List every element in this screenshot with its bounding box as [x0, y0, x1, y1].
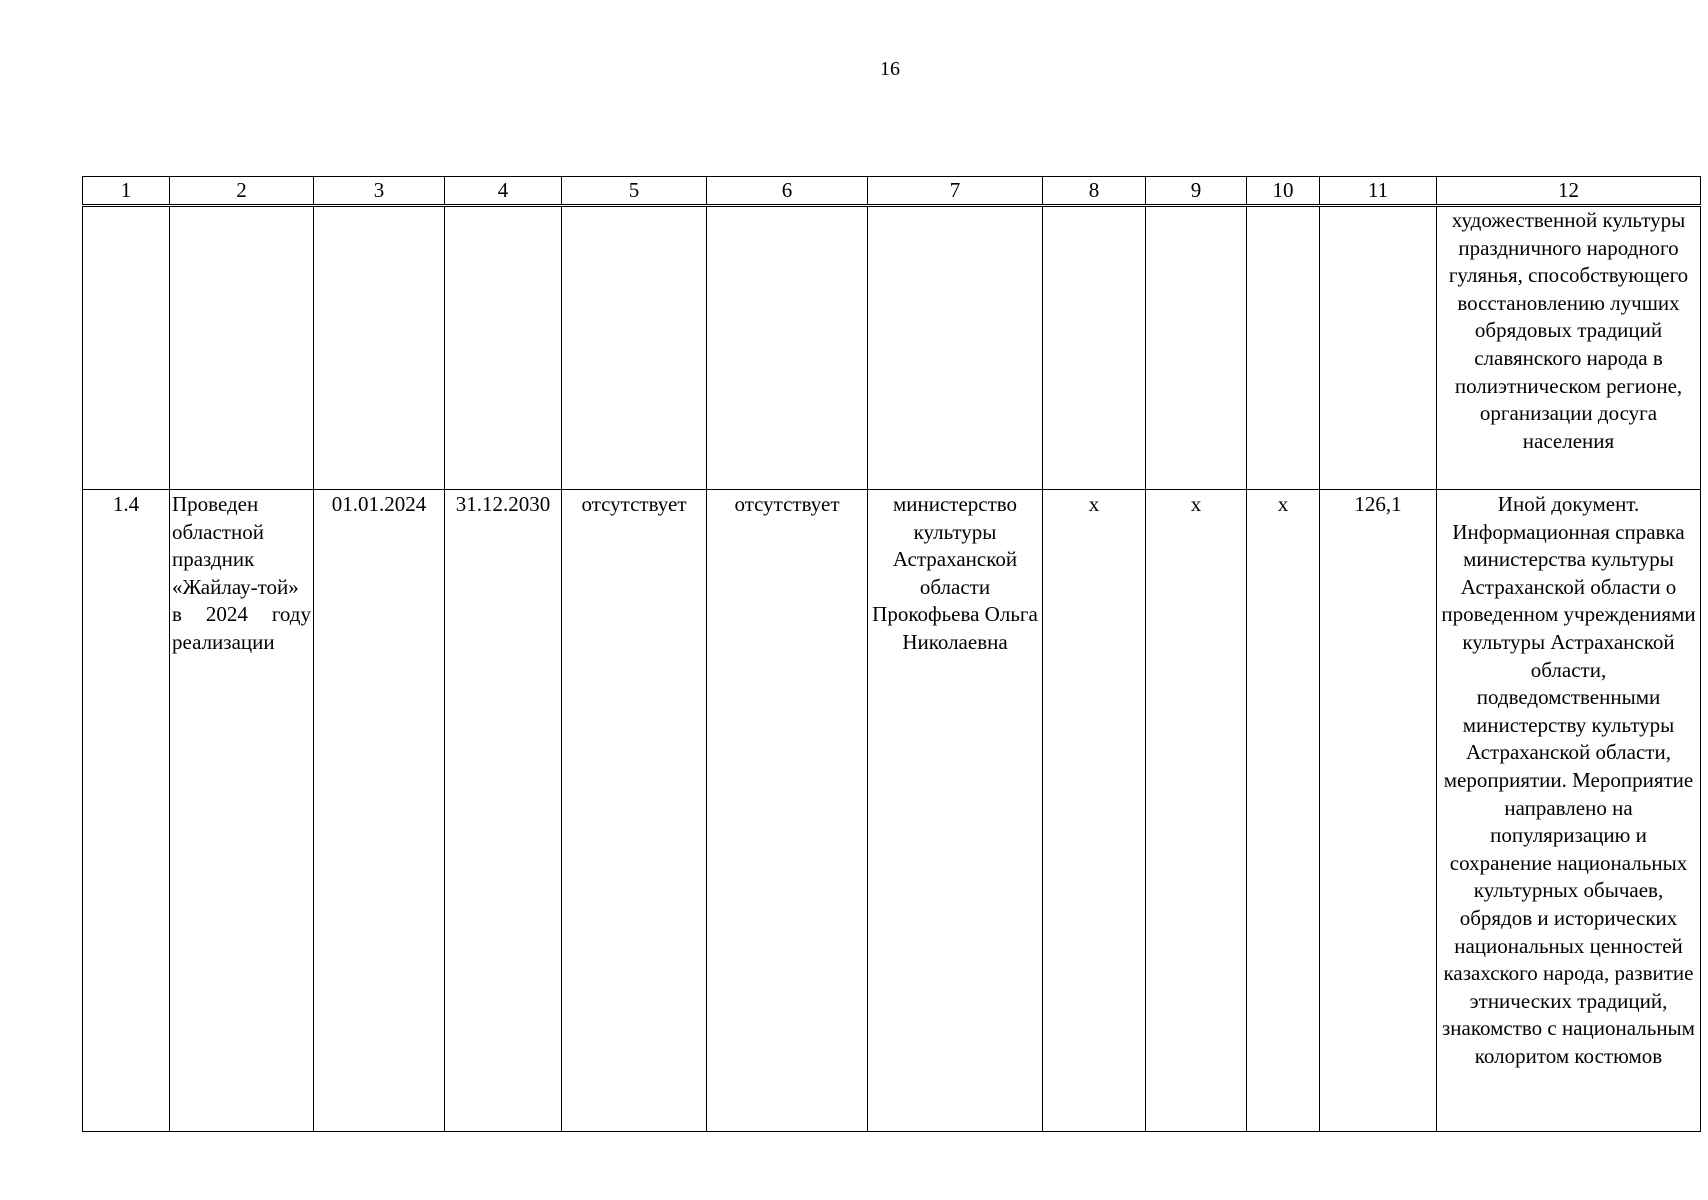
data-table	[82, 176, 1701, 1132]
table-cell	[1247, 206, 1320, 490]
column-header: 11	[1320, 177, 1437, 206]
result-description-cell: художественной культуры праздничного народного гулянья, способствующего восстановлению лучших обрядовых традиций славянского народа в полиэтническом регионе, организации досуга населения	[1437, 206, 1701, 490]
column-header: 6	[707, 177, 868, 206]
row-number-cell: 1.4	[83, 490, 170, 1132]
table-cell	[445, 206, 562, 490]
header-row	[83, 177, 1701, 206]
column-header: 4	[445, 177, 562, 206]
column-9-cell: х	[1146, 490, 1247, 1132]
table-cell	[1146, 206, 1247, 490]
column-6-cell: отсутствует	[707, 490, 868, 1132]
column-header: 10	[1247, 177, 1320, 206]
table-cell	[1320, 206, 1437, 490]
start-date-cell: 01.01.2024	[314, 490, 445, 1132]
table-cell	[707, 206, 868, 490]
table-row-1-4	[83, 490, 1701, 1132]
column-header: 3	[314, 177, 445, 206]
amount-cell: 126,1	[1320, 490, 1437, 1132]
table-cell	[314, 206, 445, 490]
column-8-cell: х	[1043, 490, 1146, 1132]
column-header: 12	[1437, 177, 1701, 206]
column-10-cell: х	[1247, 490, 1320, 1132]
end-date-cell: 31.12.2030	[445, 490, 562, 1132]
table-cell	[170, 206, 314, 490]
result-description-cell: Иной документ. Информационная справка министерства культуры Астраханской области о проведенном учреждениями культуры Астраханской области, подведомственными министерству культуры Астраханской области, мероприятии. Мероприятие направлено на популяризацию и сохранение национальных культурных обычаев, обрядов и исторических национальных ценностей казахского народа, развитие этнических традиций, знакомство с национальным колоритом костюмов	[1437, 490, 1701, 1132]
table-cell	[1043, 206, 1146, 490]
column-header: 9	[1146, 177, 1247, 206]
table-row-continued	[83, 206, 1701, 490]
column-header: 5	[562, 177, 707, 206]
event-name-cell: Проведен областной праздник «Жайлау-той» в 2024 году реализации	[170, 490, 314, 1132]
responsible-cell: министерство культуры Астраханской области Прокофьева Ольга Николаевна	[868, 490, 1043, 1132]
column-header: 2	[170, 177, 314, 206]
table-cell	[83, 206, 170, 490]
column-header: 8	[1043, 177, 1146, 206]
page-number: 16	[880, 58, 900, 80]
table-cell	[868, 206, 1043, 490]
column-header: 7	[868, 177, 1043, 206]
column-5-cell: отсутствует	[562, 490, 707, 1132]
column-header: 1	[83, 177, 170, 206]
table-cell	[562, 206, 707, 490]
